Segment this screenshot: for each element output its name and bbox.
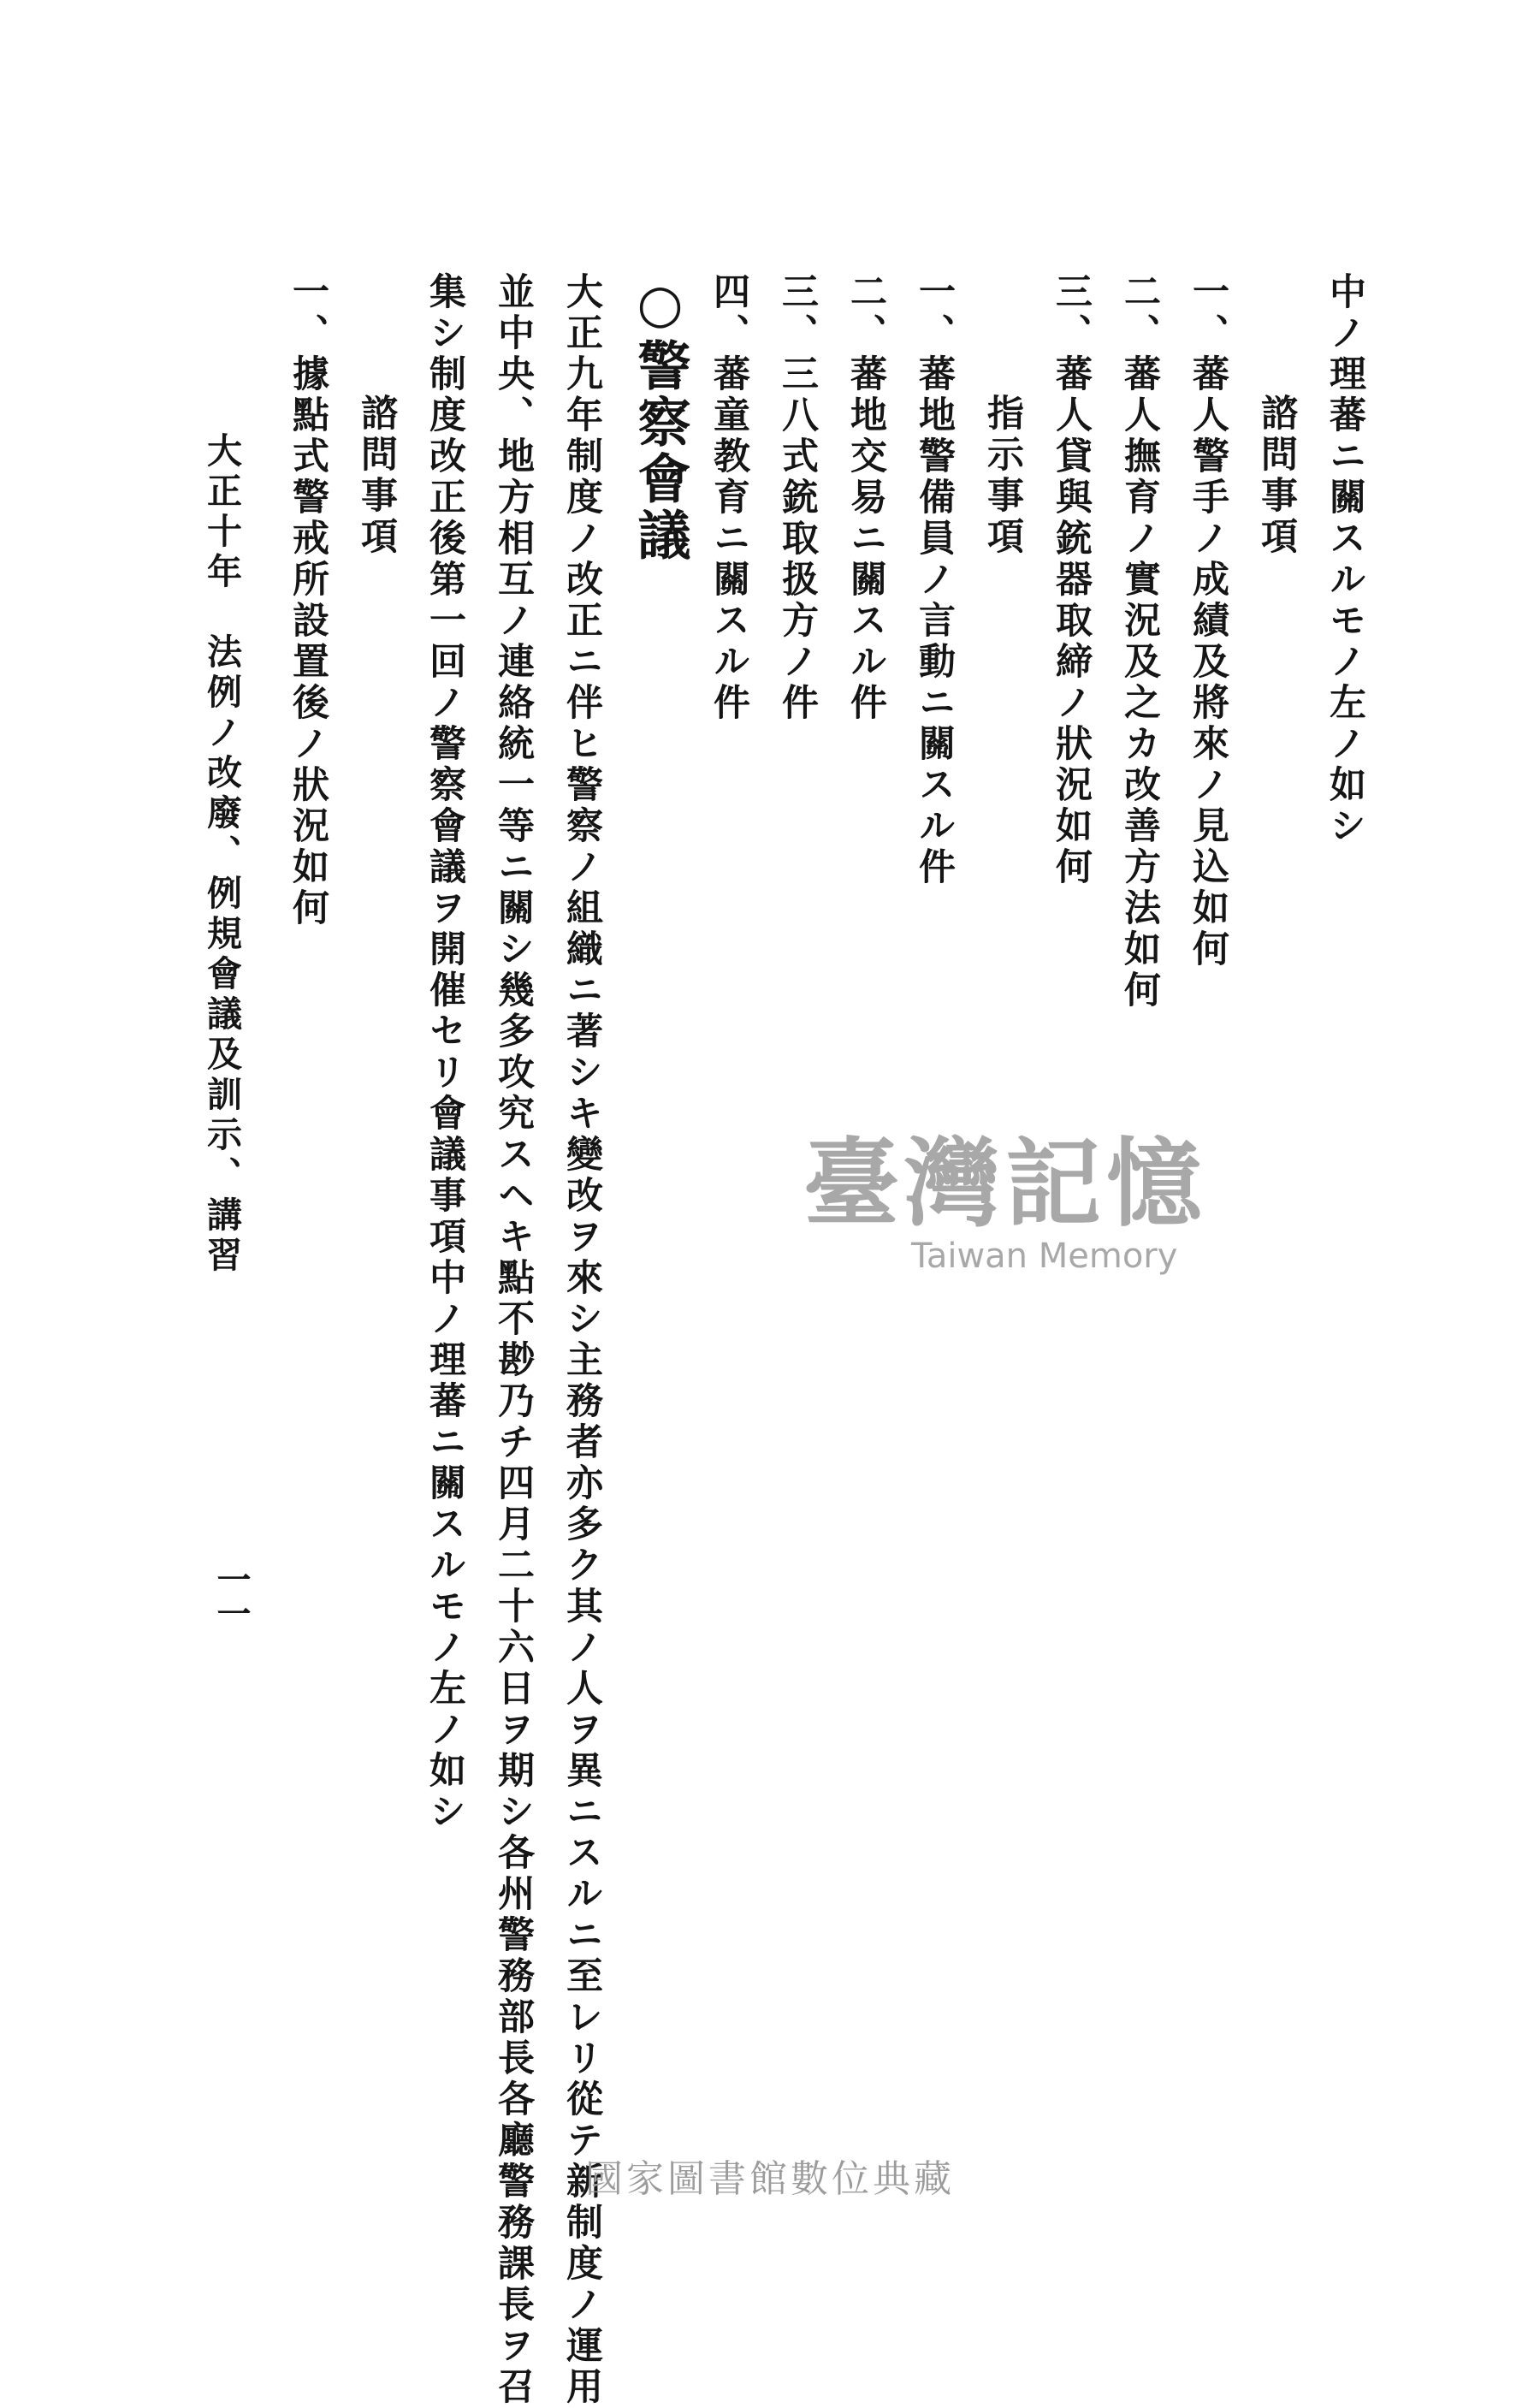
consultation-item-2: 二、蕃人撫育ノ實況及之カ改善方法如何 (1118, 272, 1161, 1011)
consultation-item-3: 三、蕃人貸與銃器取締ノ狀況如何 (1050, 272, 1093, 888)
instruction-item-3: 三、三八式銃取扱方ノ件 (776, 272, 819, 724)
body-paragraph-line-1: 大正九年制度ノ改正ニ伴ヒ警察ノ組織ニ著シキ變改ヲ來シ主務者亦多ク其ノ人ヲ異ニスルニ至レリ從テ新制度ノ運用 (560, 272, 603, 2408)
heading-consultation-items: 諮問事項 (1255, 394, 1298, 558)
library-credit-footer: 國家圖書館數位典藏 (585, 2157, 955, 2201)
body-paragraph-line-3: 集シ制度改正後第一回ノ警察會議ヲ開催セリ會議事項中ノ理蕃ニ關スルモノ左ノ如シ (424, 272, 466, 1833)
consultation-item-bottom-1: 一、據點式警戒所設置後ノ狀況如何 (287, 272, 329, 929)
page-number: 一一 (211, 1562, 252, 1630)
heading-consultation-items-2: 諮問事項 (355, 394, 398, 558)
consultation-item-1: 一、蕃人警手ノ成績及將來ノ見込如何 (1187, 272, 1229, 970)
instruction-item-4: 四、蕃童教育ニ關スル件 (708, 272, 750, 724)
watermark-chinese-text: 臺灣記憶 (803, 1128, 1207, 1240)
instruction-item-1: 一、蕃地警備員ノ言動ニ關スル件 (913, 272, 956, 888)
instruction-item-2: 二、蕃地交易ニ關スル件 (844, 272, 887, 724)
section-heading-police-conference: ○警察會議 (629, 272, 691, 564)
watermark-english-text: Taiwan Memory (911, 1236, 1178, 1276)
heading-instruction-items: 指示事項 (981, 394, 1024, 558)
body-paragraph-line-2: 並中央、地方相互ノ連絡統一等ニ關シ幾多攻究スヘキ點不尠乃チ四月二十六日ヲ期シ各州警務部長各廳警務課長ヲ召 (492, 272, 535, 2408)
text-column-1: 中ノ理蕃ニ關スルモノ左ノ如シ (1324, 272, 1366, 847)
taiwan-memory-watermark (766, 1128, 1245, 1276)
running-head: 大正十年 法例ノ改廢、例規會議及訓示、講習 (201, 432, 242, 1277)
